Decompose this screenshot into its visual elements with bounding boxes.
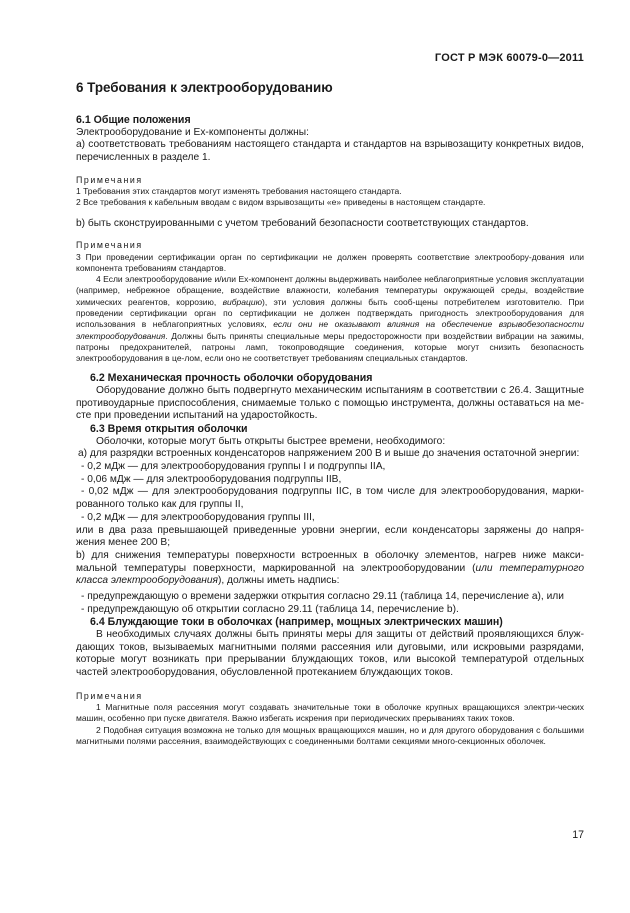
note-paragraph: 2 Все требования к кабельным вводам с видом взрывозащиты «е» приведены в настоящем стандарте. [76, 197, 486, 208]
section-title: 6 Требования к электрооборудованию [76, 80, 333, 95]
text-run: b) для снижения температуры поверхности встроенных в оболочку элементов, нагрев ниже макси-мальной температуры поверхности, маркированной на электрооборудовании ( [76, 549, 584, 574]
text-run: . Должны быть приняты специальные меры предосторожности при воздействии вибрации на зажимы, патроны предохранителей, патроны ламп, токопроводящие соединения, которые могут снизить безопасность электрооборудования в це-лом, если оно не соответствует требованиям специальных стандартов. [76, 330, 584, 364]
note-paragraph [76, 274, 584, 364]
text-run: 4 Если электрооборудование и/или Ех-компонент должны выдерживать наиболее неблагоприятные условия эксплуатации (например, небрежное обращение, воздействие влажности, колебания температуры окружающей среды, воздействие химических реагентов, коррозию, [76, 274, 584, 307]
text-run: ), должны иметь надпись: [217, 575, 340, 587]
notes-heading: Примечания [76, 690, 143, 701]
page-number: 17 [572, 829, 584, 841]
body-paragraph: Оборудование должно быть подвергнуто механическим испытаниям в соответствии с 26.4. Защитные противоударные приспособления, снимаемые только с помощью инструмента, должны оставаться на ме-сте при проведении испытаний на ударостойкость. [76, 384, 584, 422]
notes-heading: Примечания [76, 174, 143, 185]
body-paragraph [76, 550, 584, 588]
note-paragraph: 2 Подобная ситуация возможна не только для мощных вращающихся машин, но и для другого оборудования с большими магнитными полями рассеяния, взаимодействующих с соединенными болтами секциями много-секционных оболочек. [76, 724, 584, 746]
note-paragraph: 1 Требования этих стандартов могут изменять требования настоящего стандарта. [76, 185, 402, 196]
body-paragraph: - 0,02 мДж — для электрооборудования подгруппы IIC, в том числе для электрооборудования, марки-рованного только как для группы II, [76, 486, 584, 511]
note-paragraph: 3 При проведении сертификации орган по сертификации не должен проверять соответствие электрообору-дования или компонента требованиям стандартов. [76, 251, 584, 273]
emphasis-text: вибрацию [222, 296, 262, 307]
body-paragraph: или в два раза превышающей приведенные уровни энергии, если конденсаторы заряжены до напря-жения менее 200 В; [76, 524, 584, 549]
section-heading: 6.1 Общие положения [76, 114, 191, 126]
body-paragraph: Электрооборудование и Ех-компоненты должны: [76, 126, 309, 138]
section-heading: 6.4 Блуждающие токи в оболочках (например, мощных электрических машин) [90, 616, 503, 629]
body-paragraph: Оболочки, которые могут быть открыты быстрее времени, необходимого: [96, 435, 446, 447]
notes-heading: Примечания [76, 240, 143, 251]
body-paragraph: - предупреждающую о времени задержки открытия согласно 29.11 (таблица 14, перечисление a), или [81, 591, 564, 603]
document-body [76, 114, 584, 747]
body-paragraph: а) соответствовать требованиям настоящего стандарта и стандартов на взрывозащиту конкретных видов, перечисленных в разделе 1. [76, 139, 584, 163]
emphasis-text: если они не оказывают влияния на обеспечение взрывобезопасности электрооборудования [76, 319, 584, 341]
emphasis-text: или температурного класса электрооборудования [76, 562, 584, 587]
note-paragraph: 1 Магнитные поля рассеяния могут создавать значительные токи в оболочке крупных вращающихся электри-ческих машин, особенно при пуске двигателя. Важно избегать искрения при периодических прерываниях таких токов. [76, 702, 584, 724]
section-heading: 6.3 Время открытия оболочки [90, 423, 248, 436]
body-paragraph: b) быть сконструированными с учетом требований безопасности соответствующих стандартов. [76, 217, 529, 229]
body-paragraph: - 0,2 мДж — для электрооборудования группы III, [81, 511, 315, 523]
body-paragraph: - 0,06 мДж — для электрооборудования подгруппы IIB, [81, 473, 342, 485]
body-paragraph: а) для разрядки встроенных конденсаторов напряжением 200 В и выше до значения остаточной энергии: [78, 448, 580, 460]
section-heading: 6.2 Механическая прочность оболочки оборудования [90, 372, 373, 385]
standard-header: ГОСТ Р МЭК 60079-0—2011 [434, 52, 584, 64]
body-paragraph: - предупреждающую об открытии согласно 29.11 (таблица 14, перечисление b). [81, 603, 459, 615]
body-paragraph: - 0,2 мДж — для электрооборудования группы I и подгруппы IIA, [81, 460, 386, 472]
text-run: ), эти условия должны быть сооб-щены потребителем изготовителю. При проведении сертификации орган по сертификации не должен подтверждать пригодность электрооборудования для использования в неблагоприятных условиях, [76, 296, 584, 330]
body-paragraph: В необходимых случаях должны быть приняты меры для защиты от действий проявляющихся блуж-дающих токов, вызываемых магнитными полями рассеяния или дуговыми, или искровыми разрядами, которые могут возникать при прерывании блуждающих токов, или высокой температурой отдельных частей электрооборудования, обусловленной протеканием блуждающих токов. [76, 628, 584, 679]
